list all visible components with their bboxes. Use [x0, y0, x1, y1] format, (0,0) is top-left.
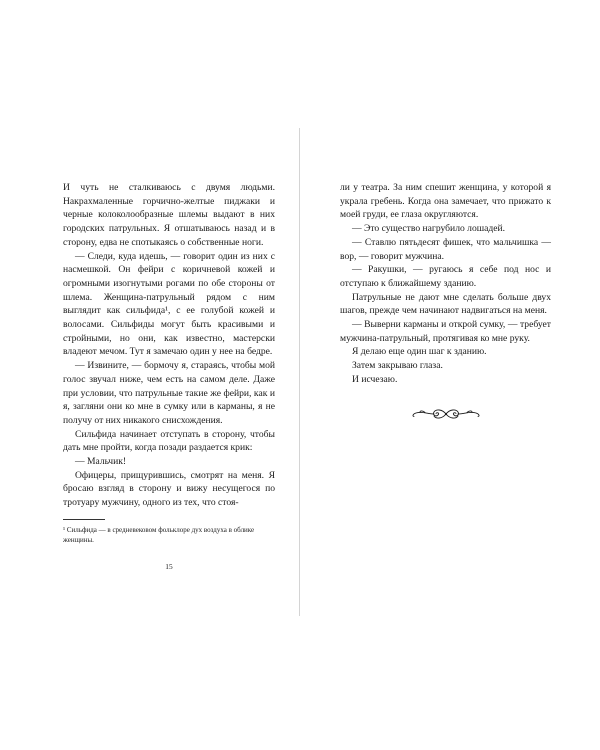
paragraph: Патрульные не дают мне сделать больше двух шагов, прежде чем начинают надвигаться на меня.	[340, 291, 551, 317]
right-page	[340, 181, 551, 421]
paragraph: — Выверни карманы и открой сумку, — требует мужчина-патрульный, протягивая ко мне руку.	[340, 319, 551, 344]
gutter-divider	[299, 128, 300, 616]
footnote: ¹ Сильфида — в средневековом фольклоре дух воздуха в облике женщины.	[63, 525, 255, 544]
paragraph: — Это существо нагрубило лошадей.	[352, 223, 506, 235]
paragraph: Затем закрываю глаза.	[352, 360, 443, 372]
paragraph: — Мальчик!	[75, 456, 127, 468]
paragraph: — Извините, — бормочу я, стараясь, чтобы мой голос звучал ниже, чем есть на самом деле. Даже при условии, что патрульные такие же фейри, как и я, загляни они ко мне в сумку или в карманы, я не получу от них никакого снисхождения.	[63, 360, 275, 426]
paragraph: — Следи, куда идешь, — говорит один из них с насмешкой. Он фейри с коричневой кожей и огромными изогнутыми рогами по обе стороны от шлема. Женщина-патрульный рядом с ним выглядит как сильфида¹, с ее голубой кожей и волосами. Сильфиды могут быть красивыми и стройными, но они, как известно, мастерски владеют мечом. Тут я замечаю один у нее на бедре.	[63, 250, 275, 358]
paragraph: И исчезаю.	[352, 373, 398, 385]
page-number: 15	[165, 562, 173, 571]
left-page	[63, 181, 275, 545]
paragraph: ли у театра. За ним спешит женщина, у которой я украла гребень. Когда она замечает, что прижато к моей груди, ее глаза округляются.	[340, 182, 551, 221]
footnote-divider	[63, 519, 105, 520]
paragraph: Сильфида начинает отступать в сторону, чтобы дать мне пройти, когда позади раздается крик:	[63, 428, 275, 454]
paragraph: — Ставлю пятьдесят фишек, что мальчишка — вор, — говорит мужчина.	[340, 236, 551, 262]
flourish-ornament-icon	[408, 407, 484, 421]
paragraph: — Ракушки, — ругаюсь я себе под нос и отступаю к ближайшему зданию.	[340, 264, 551, 289]
paragraph: И чуть не сталкиваюсь с двумя людьми. Накрахмаленные горчично-желтые пиджаки и черные колоколообразные шлемы выдают в них городских патрульных. Я отшатываюсь назад и в сторону, едва не спотыкаясь о собственные ноги.	[63, 182, 275, 248]
paragraph: Офицеры, прищурившись, смотрят на меня. Я бросаю взгляд в сторону и вижу несущегося по тротуару мужчину, одного из тех, что стоя-	[63, 469, 275, 509]
paragraph: Я делаю еще один шаг к зданию.	[352, 346, 487, 358]
